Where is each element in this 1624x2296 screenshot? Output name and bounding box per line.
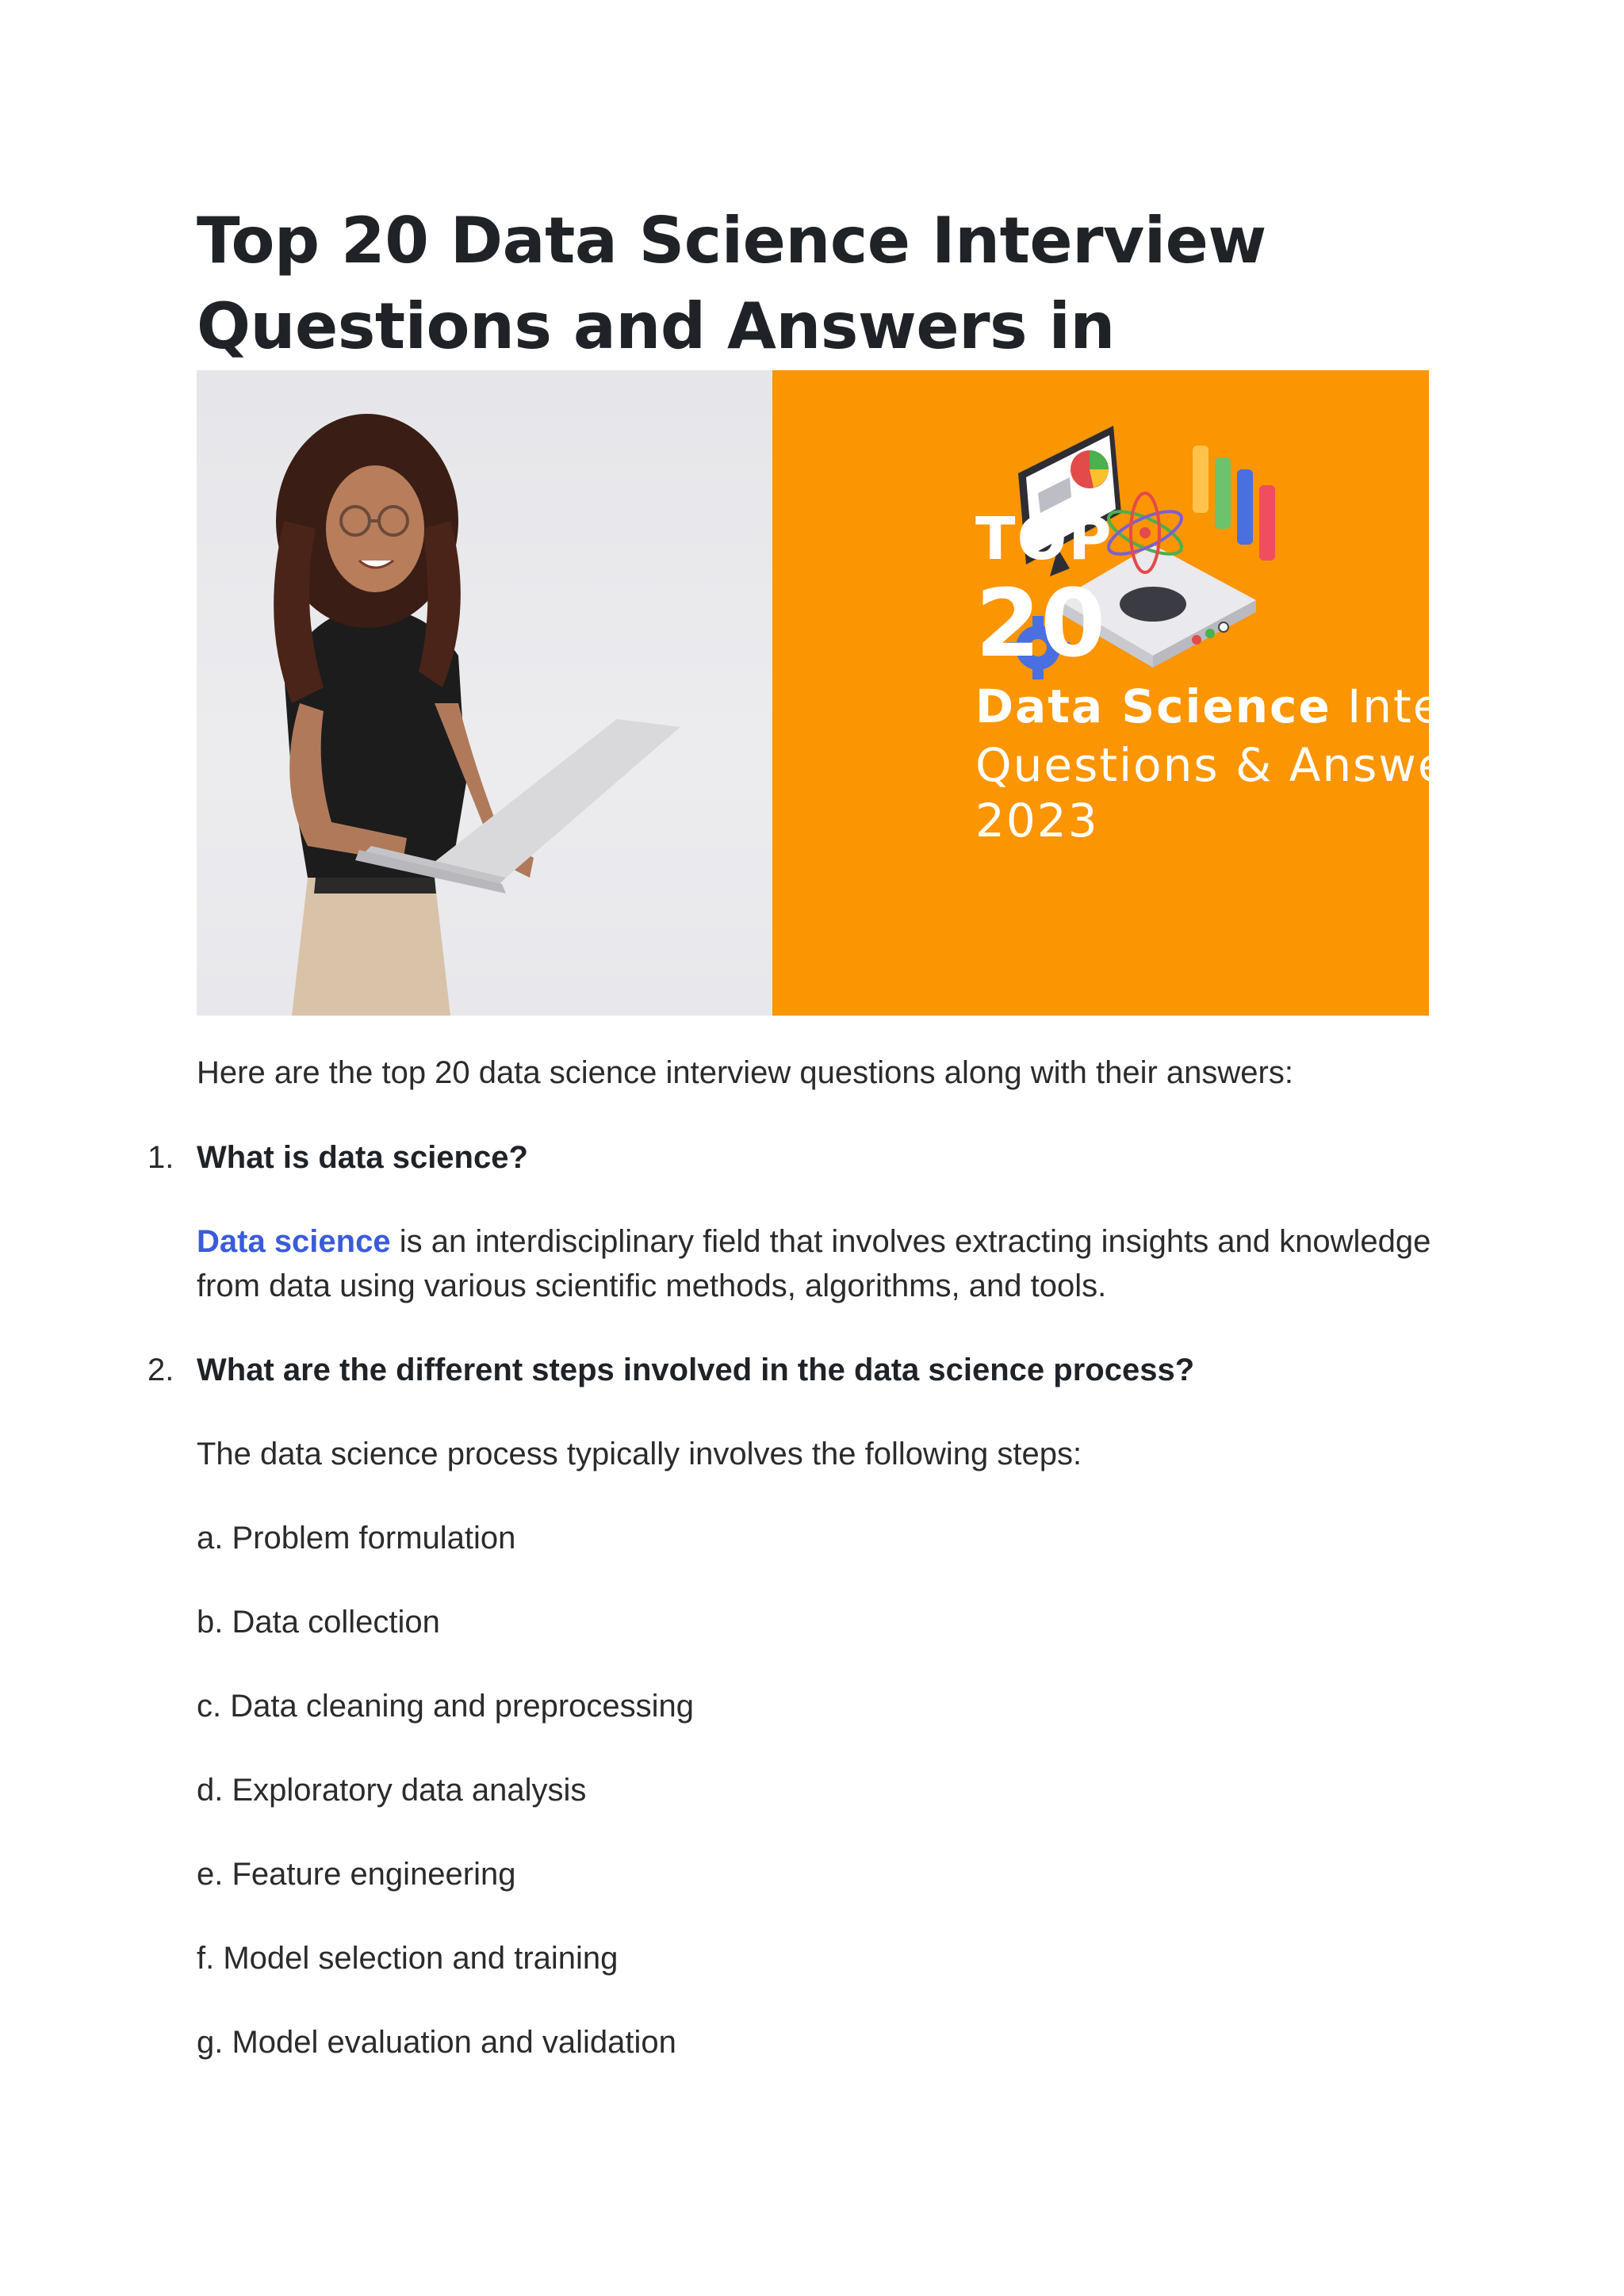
- banner-line-3: 2023: [975, 794, 1099, 848]
- banner-bold-text: Data Science: [975, 679, 1331, 733]
- answer-intro: The data science process typically involves the following steps:: [197, 1437, 1082, 1471]
- banner-line-1: [975, 679, 1576, 733]
- hero-photo-panel: [197, 370, 772, 1016]
- list-item: f. Model selection and training: [197, 1941, 619, 1976]
- banner-top-label: TOP: [975, 505, 1113, 573]
- hero-banner-panel: [772, 370, 1576, 1016]
- question-heading: What are the different steps involved in the data science process?: [197, 1353, 1195, 1387]
- intro-paragraph: Here are the top 20 data science interview questions along with their answers:: [197, 1055, 1293, 1090]
- list-item: g. Model evaluation and validation: [197, 2025, 676, 2060]
- list-item: c. Data cleaning and preprocessing: [197, 1689, 695, 1724]
- woman-with-laptop-illustration: [197, 370, 772, 1016]
- answer-text: is an interdisciplinary field that involves extracting insights and knowledge from data using various scientific methods, algorithms, and tools.: [197, 1224, 1431, 1303]
- article-title: Top 20 Data Science Interview Questions and Answers in: [197, 204, 1266, 363]
- list-item: d. Exploratory data analysis: [197, 1773, 587, 1808]
- list-item: e. Feature engineering: [197, 1857, 516, 1892]
- data-science-link[interactable]: Data science: [197, 1224, 391, 1259]
- banner-number: 20: [975, 568, 1106, 678]
- question-number: 2.: [147, 1353, 174, 1387]
- question-heading: What is data science?: [197, 1140, 528, 1175]
- list-item: b. Data collection: [197, 1605, 440, 1640]
- answer-paragraph: [197, 1219, 1434, 1308]
- banner-rest-text: Interview: [1331, 679, 1576, 733]
- list-item: a. Problem formulation: [197, 1521, 516, 1556]
- banner-line-2: Questions & Answers in: [975, 738, 1555, 792]
- question-number: 1.: [147, 1140, 174, 1175]
- hero-image: [197, 370, 1576, 1016]
